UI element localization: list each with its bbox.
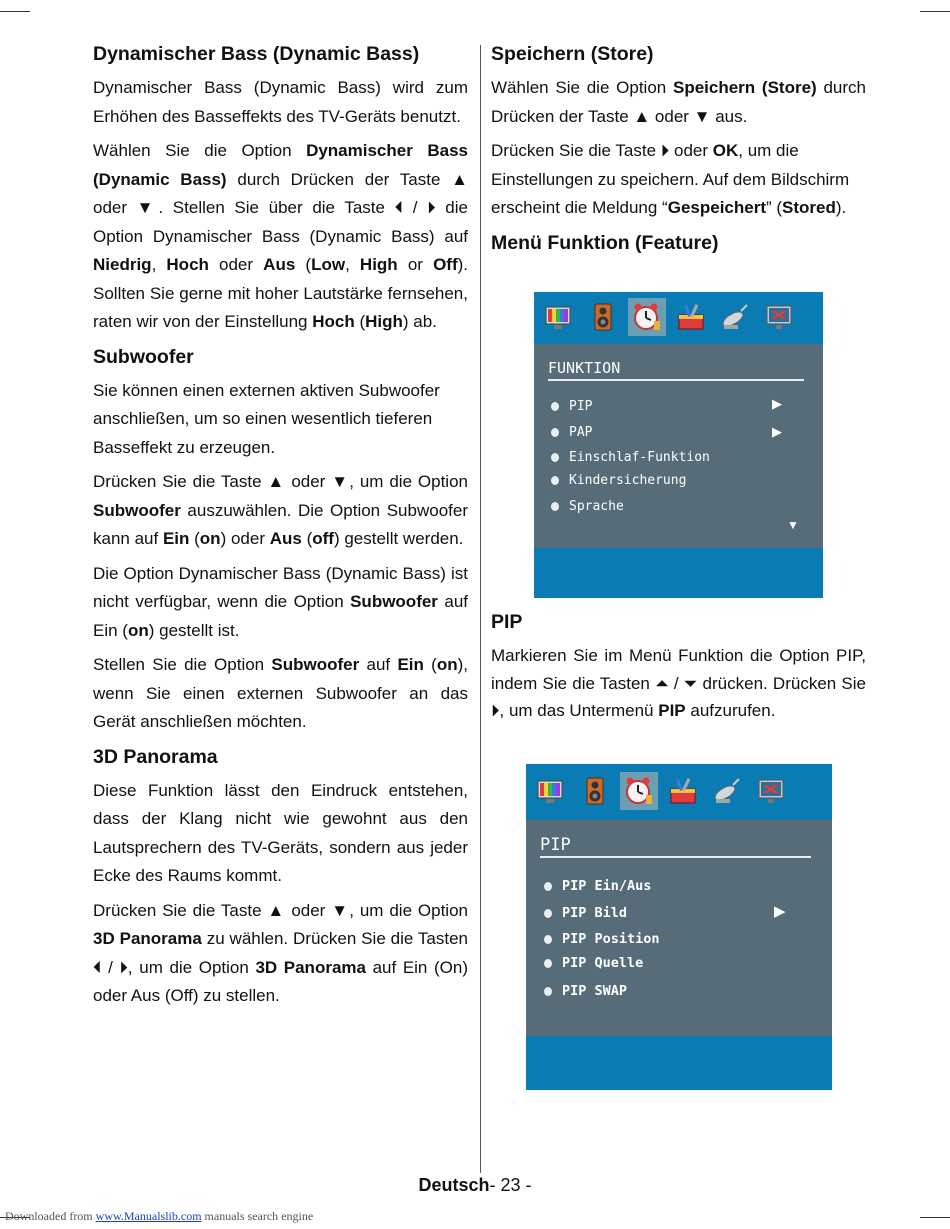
- bullet-icon: [551, 502, 559, 511]
- arrow-right-icon: ▶: [772, 396, 782, 411]
- monitor-icon: [752, 772, 790, 810]
- menu-item-sleep-timer[interactable]: Einschlaf-Funktion: [551, 450, 710, 465]
- speaker-icon: [584, 298, 622, 336]
- picture-icon: [532, 772, 570, 810]
- crop-mark-bottom-right: [920, 1217, 950, 1218]
- bullet-icon: [551, 428, 559, 437]
- dynamic-bass-heading: Dynamischer Bass (Dynamic Bass): [93, 43, 420, 65]
- menu-item-pip-picture[interactable]: PIP Bild: [544, 905, 627, 921]
- dynamic-bass-paragraph-2: Wählen Sie die Option Dynamischer Bass (Dynamic Bass) durch Drücken der Taste ▲ oder ▼. Stellen Sie über die Taste ⏴ / ⏵ die Option Dynamischer Bass (Dynamic Bass) auf Niedrig, Hoch oder Aus (Low, High or Off). Sollten Sie gerne mit hoher Lautstärke fernsehen, raten wir von der Einstellung Hoch (High) ab.: [93, 141, 468, 331]
- menu-item-language[interactable]: Sprache: [551, 499, 624, 514]
- subwoofer-paragraph-3: Die Option Dynamischer Bass (Dynamic Bass) ist nicht verfügbar, wenn die Option Subwoofer auf Ein (on) gestellt ist.: [93, 563, 469, 640]
- arrow-down-icon: ▼: [787, 518, 799, 532]
- store-paragraph-2: Drücken Sie die Taste ⏵ oder OK, um die Einstellungen zu speichern. Auf dem Bildschirm erscheint die Meldung “Gespeichert” (Stored).: [491, 141, 850, 217]
- menu-item-pip-source[interactable]: PIP Quelle: [544, 955, 643, 971]
- speaker-icon: [576, 772, 614, 810]
- menu-item-child-lock[interactable]: Kindersicherung: [551, 473, 686, 488]
- panorama-paragraph-2: Drücken Sie die Taste ▲ oder ▼, um die Option 3D Panorama zu wählen. Drücken Sie die Tasten ⏴ / ⏵, um die Option 3D Panorama auf Ein (On) oder Aus (Off) zu stellen.: [93, 900, 468, 1005]
- menu-icon-bar: [526, 764, 832, 818]
- menu-item-pip-position[interactable]: PIP Position: [544, 931, 660, 947]
- left-column: [93, 40, 468, 1017]
- menu-panel: [534, 344, 823, 548]
- menu-icon-bar: [534, 292, 823, 342]
- bullet-icon: [551, 402, 559, 411]
- clock-icon: [628, 298, 666, 336]
- menu-item-pip-swap[interactable]: PIP SWAP: [544, 983, 627, 999]
- bullet-icon: [544, 882, 552, 891]
- page-number: - 23 -: [489, 1175, 532, 1195]
- satellite-icon: [716, 298, 754, 336]
- pip-section: [491, 608, 866, 731]
- manualslib-link[interactable]: www.Manualslib.com: [95, 1209, 202, 1223]
- title-underline: [548, 379, 804, 381]
- pip-heading: PIP: [491, 611, 523, 633]
- subwoofer-paragraph-2: Drücken Sie die Taste ▲ oder ▼, um die Option Subwoofer auszuwählen. Die Option Subwoofer kann auf Ein (on) oder Aus (off) gestellt werden.: [93, 472, 468, 548]
- menu-panel: [526, 820, 832, 1036]
- feature-heading: Menü Funktion (Feature): [491, 231, 719, 254]
- toolbox-icon: [672, 298, 710, 336]
- subwoofer-heading: Subwoofer: [93, 345, 194, 368]
- crop-mark-top-left: [0, 11, 30, 12]
- subwoofer-paragraph-4: Stellen Sie die Option Subwoofer auf Ein (on), wenn Sie einen externen Subwoofer an das Gerät anschließen möchten.: [93, 655, 468, 731]
- menu-item-pip-on-off[interactable]: PIP Ein/Aus: [544, 878, 651, 894]
- store-heading: Speichern (Store): [491, 43, 654, 65]
- arrow-right-icon: ▶: [772, 424, 782, 439]
- store-paragraph-1: Wählen Sie die Option Speichern (Store) durch Drücken der Taste ▲ oder ▼ aus.: [491, 78, 866, 126]
- picture-icon: [540, 298, 578, 336]
- menu-item-pip[interactable]: PIP: [551, 399, 592, 414]
- subwoofer-paragraph-1: Sie können einen externen aktiven Subwoofer anschließen, um so einen wesentlich tieferen Basseffekt zu erzeugen.: [93, 380, 440, 457]
- bullet-icon: [544, 909, 552, 918]
- bullet-icon: [544, 959, 552, 968]
- menu-title: PIP: [540, 835, 571, 855]
- download-note: Downloaded from www.Manualslib.com manuals search engine: [5, 1209, 314, 1223]
- page-footer: [0, 1175, 950, 1196]
- arrow-right-icon: ▶: [774, 903, 786, 920]
- pip-menu-screenshot: [526, 764, 832, 1090]
- footer-language: Deutsch: [418, 1175, 490, 1195]
- pip-paragraph-1: Markieren Sie im Menü Funktion die Option PIP, indem Sie die Tasten ⏶ / ⏷ drücken. Drücken Sie ⏵, um das Untermenü PIP aufzurufen.: [491, 646, 866, 720]
- title-underline: [540, 856, 811, 858]
- clock-icon: [620, 772, 658, 810]
- menu-title: FUNKTION: [548, 359, 621, 377]
- feature-menu-screenshot: [534, 292, 823, 598]
- bullet-icon: [551, 476, 559, 485]
- bullet-icon: [544, 935, 552, 944]
- panorama-paragraph-1: Diese Funktion lässt den Eindruck entstehen, dass der Klang nicht wie gewohnt aus den Lautsprechern des TV-Geräts, sondern aus jeder Ecke des Raums kommt.: [93, 780, 468, 885]
- crop-mark-top-right: [920, 11, 950, 12]
- toolbox-icon: [664, 772, 702, 810]
- dynamic-bass-paragraph-1: Dynamischer Bass (Dynamic Bass) wird zum Erhöhen des Basseffekts des TV-Geräts benutzt.: [93, 78, 468, 126]
- bullet-icon: [551, 453, 559, 462]
- bullet-icon: [544, 987, 552, 996]
- menu-item-pap[interactable]: PAP: [551, 425, 592, 440]
- right-column: [491, 40, 866, 263]
- monitor-icon: [760, 298, 798, 336]
- satellite-icon: [708, 772, 746, 810]
- column-divider: [480, 45, 481, 1173]
- panorama-heading: 3D Panorama: [93, 745, 218, 768]
